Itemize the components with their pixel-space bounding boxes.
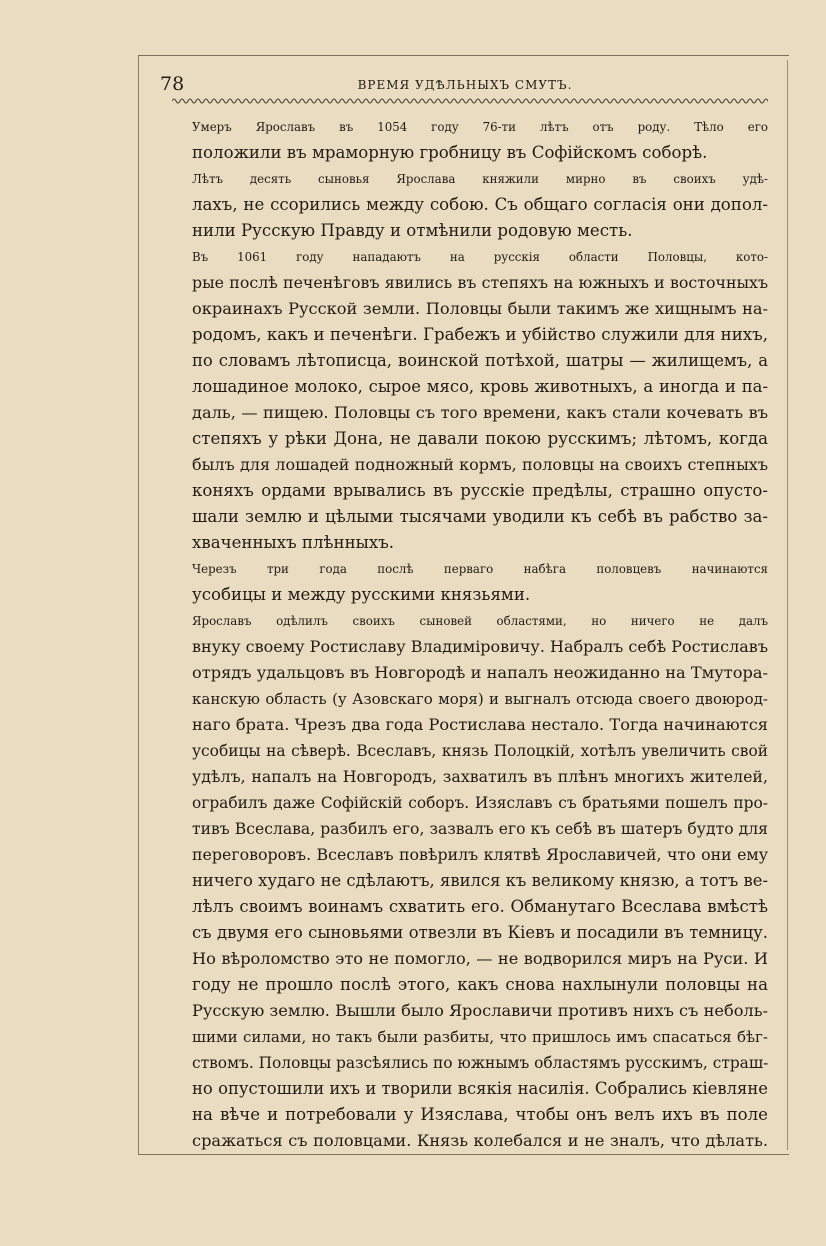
- text-line: даль, — пищею. Половцы съ того времени, какъ стали кочевать въ: [192, 403, 768, 422]
- paragraph: [160, 244, 768, 556]
- text-line: лѣлъ своимъ воинамъ схватить его. Обманутаго Всеслава вмѣстѣ: [192, 897, 768, 916]
- text-line: съ двумя его сыновьями отвезли въ Кіевъ и посадили въ темницу.: [192, 923, 768, 942]
- text-line: ограбилъ даже Софійскій соборъ. Изяславъ съ братьями пошелъ про-: [192, 794, 768, 812]
- text-line: Умеръ Ярославъ въ 1054 году 76-ти лѣтъ отъ роду. Тѣло его: [192, 120, 768, 134]
- text-line: шали землю и цѣлыми тысячами уводили къ себѣ въ рабство за-: [192, 507, 768, 526]
- text-line: нили Русскую Правду и отмѣнили родовую месть.: [192, 221, 633, 240]
- text-line: отрядъ удальцовъ въ Новгородѣ и напалъ неожиданно на Тмутора-: [192, 663, 768, 682]
- text-line: но опустошили ихъ и творили всякія насилія. Собрались кіевляне: [192, 1079, 768, 1098]
- paragraph: [160, 608, 768, 1154]
- running-title: ВРЕМЯ УДѢЛЬНЫХЪ СМУТЪ.: [357, 78, 573, 92]
- text-line: шими силами, но такъ были разбиты, что пришлось имъ спасаться бѣг-: [192, 1028, 768, 1046]
- page-number: 78: [160, 73, 185, 95]
- text-line: рые послѣ печенѣговъ явились въ степяхъ на южныхъ и восточныхъ: [192, 273, 768, 292]
- text-line: переговоровъ. Всеславъ повѣрилъ клятвѣ Ярославичей, что они ему: [192, 845, 768, 864]
- text-line: хваченныхъ плѣнныхъ.: [192, 533, 395, 552]
- body-text: [160, 114, 768, 1154]
- page-header: [160, 73, 770, 99]
- text-line: по словамъ лѣтописца, воинской потѣхой, шатры — жилищемъ, а: [192, 351, 768, 370]
- text-line: усобицы и между русскими князьями.: [192, 585, 531, 604]
- paragraph: [160, 114, 768, 166]
- text-line: Но вѣроломство это не помогло, — не водворился миръ на Руси. И: [192, 949, 768, 968]
- text-line: году не прошло послѣ этого, какъ снова нахлынули половцы на: [192, 975, 768, 994]
- paragraph: [160, 556, 768, 608]
- text-line: внуку своему Ростиславу Владиміровичу. Набралъ себѣ Ростиславъ: [192, 637, 768, 656]
- text-line: Ярославъ одѣлилъ своихъ сыновей областями, но ничего не далъ: [192, 614, 768, 628]
- page-edge: [787, 60, 788, 1150]
- header-ornament-rule: [172, 97, 768, 105]
- text-line: коняхъ ордами врывались въ русскіе предѣлы, страшно опусто-: [192, 481, 768, 500]
- text-line: ничего худаго не сдѣлаютъ, явился къ великому князю, а тотъ ве-: [192, 871, 768, 890]
- text-line: сражаться съ половцами. Князь колебался и не зналъ, что дѣлать.: [192, 1131, 768, 1150]
- text-line: окраинахъ Русской земли. Половцы были такимъ же хищнымъ на-: [192, 299, 768, 318]
- text-line: Русскую землю. Вышли было Ярославичи противъ нихъ съ неболь-: [192, 1001, 768, 1020]
- text-line: родомъ, какъ и печенѣги. Грабежъ и убійство служили для нихъ,: [192, 325, 768, 344]
- text-line: тивъ Всеслава, разбилъ его, зазвалъ его къ себѣ въ шатеръ будто для: [192, 820, 768, 838]
- text-line: на вѣче и потребовали у Изяслава, чтобы онъ велъ ихъ въ поле: [192, 1105, 768, 1124]
- text-line: лошадиное молоко, сырое мясо, кровь животныхъ, а иногда и па-: [192, 377, 768, 396]
- text-line: Черезъ три года послѣ перваго набѣга половцевъ начинаются: [192, 562, 768, 576]
- text-line: удѣлъ, напалъ на Новгородъ, захватилъ въ плѣнъ многихъ жителей,: [192, 767, 768, 786]
- text-line: наго брата. Чрезъ два года Ростислава нестало. Тогда начинаются: [192, 715, 768, 734]
- text-line: канскую область (у Азовскаго моря) и выгналъ отсюда своего двоюрод-: [192, 690, 768, 708]
- text-line: былъ для лошадей подножный кормъ, половцы на своихъ степныхъ: [192, 455, 768, 474]
- text-line: Лѣтъ десять сыновья Ярослава княжили мирно въ своихъ удѣ-: [192, 172, 768, 186]
- text-line: степяхъ у рѣки Дона, не давали покою русскимъ; лѣтомъ, когда: [192, 429, 768, 448]
- text-line: лахъ, не ссорились между собою. Съ общаго согласія они допол-: [192, 195, 768, 214]
- paragraph: [160, 166, 768, 244]
- text-line: ствомъ. Половцы разсѣялись по южнымъ областямъ русскимъ, страш-: [192, 1054, 769, 1072]
- text-line: усобицы на сѣверѣ. Всеславъ, князь Полоцкій, хотѣлъ увеличить свой: [192, 742, 768, 760]
- text-line: Въ 1061 году нападаютъ на русскія области Половцы, кото-: [192, 250, 768, 264]
- text-line: положили въ мраморную гробницу въ Софійскомъ соборѣ.: [192, 143, 708, 162]
